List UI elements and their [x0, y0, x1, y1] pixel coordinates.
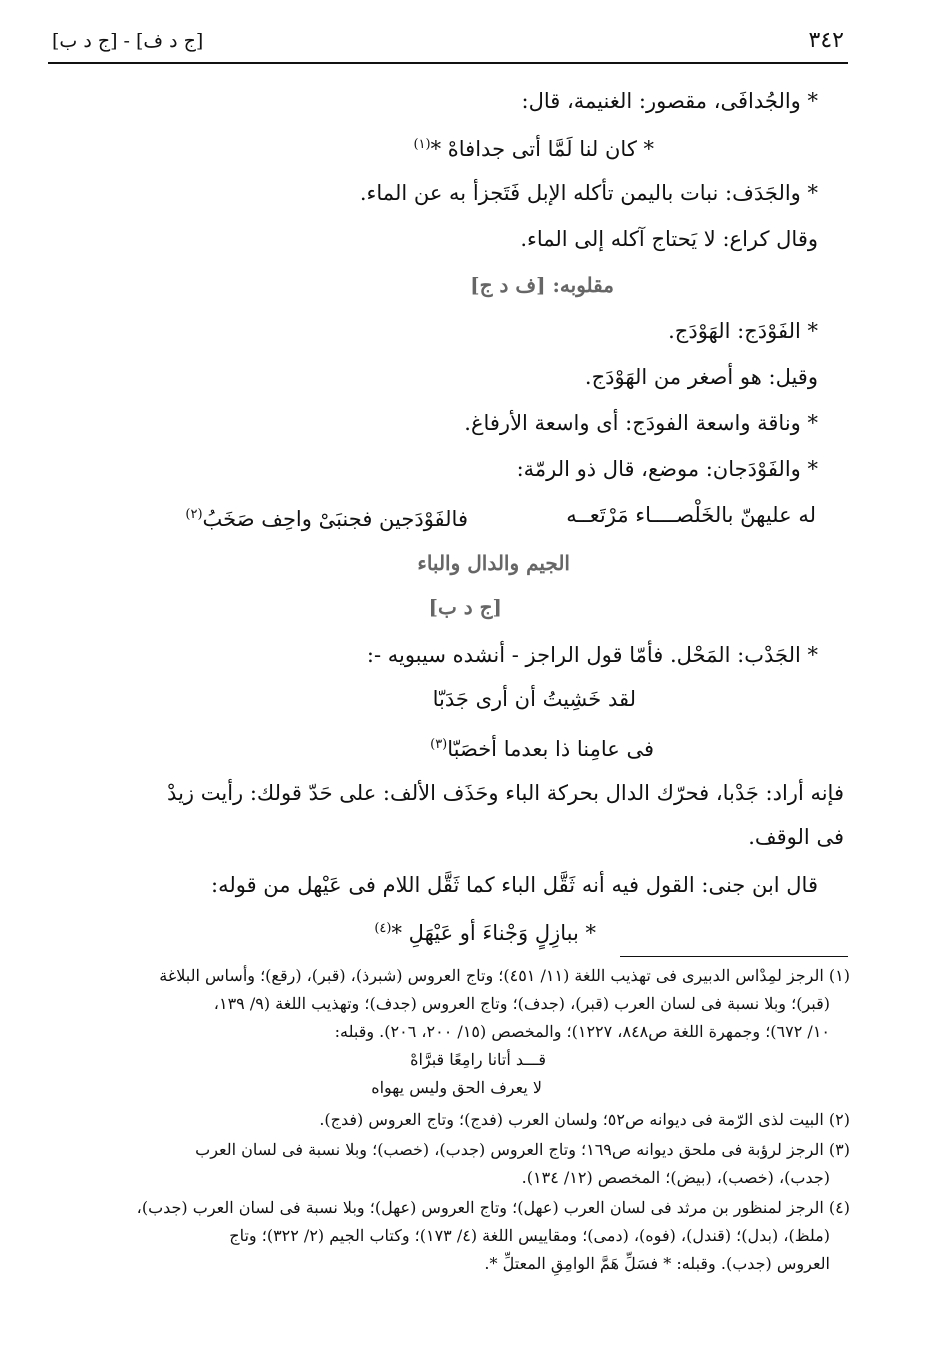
footnote-separator: [620, 956, 848, 957]
footnote-4-line-1: (٤) الرجز لمنظور بن مرثد فى لسان العرب (عهل)؛ وتاج العروس (عهل)؛ وبلا نسبة فى لسان العرب (جدب)،: [136, 1198, 850, 1217]
explanation: فإنه أراد: جَدْبا، فحرّك الدال بحركة الباء وحَذَف الألف: على حَدّ قولك: رأيت زيدْ: [167, 781, 844, 805]
entry-judafa: * والجُدافَى، مقصور: الغنيمة، قال:: [521, 89, 818, 113]
footnote-ref-2: (٢): [185, 507, 203, 522]
verse-text: فى عامِنا ذا بعدما أخصَبّا: [447, 737, 654, 761]
footnote-ref-4: (٤): [374, 921, 392, 936]
subheading-maqlub: مقلوبه: [ف د ج]: [470, 273, 614, 297]
section-heading: الجيم والدال والباء: [417, 551, 570, 575]
footnote-1-line-2: (قبر)؛ وبلا نسبة فى لسان العرب (قبر)، (جدف)؛ وتاج العروس (جدف)؛ وتهذيب اللغة (٩/ ١٣٩،: [213, 994, 830, 1013]
footnote-ref-1: (١): [413, 137, 431, 152]
ibn-jinni-quote: قال ابن جنى: القول فيه أنه ثَقَّل الباء كما ثَقَّل اللام فى عَيْهل من قوله:: [211, 873, 818, 897]
footnote-3-line-2: (جدب)، (خصب)، (بيض)؛ المخصص (١٢/ ١٣٤).: [521, 1168, 830, 1187]
rajaz-line-2: [430, 730, 654, 764]
running-head: [ج د ف] - [ج د ب]: [52, 30, 204, 52]
footnote-2: (٢) البيت لذى الرّمة فى ديوانه ص٥٢؛ ولسان العرب (فدج)؛ وتاج العروس (فدج).: [319, 1110, 850, 1129]
page-header: [48, 26, 848, 64]
root-heading: [ج د ب]: [428, 595, 502, 619]
verse-hemistich-left: [185, 500, 468, 534]
qil-statement: وقيل: هو أصغر من الهَوْدَج.: [584, 365, 818, 389]
entry-fawdajan: * والفَوْدَجان: موضع، قال ذو الرمّة:: [516, 457, 818, 481]
footnote-1-line-1: (١) الرجز لمِدْاس الدبيرى فى تهذيب اللغة (١١/ ٤٥١)؛ وتاج العروس (شبرذ)، (قبر)، (رقع)؛ وأساس البلاغة: [159, 966, 850, 985]
footnote-1-line-3: ١٠/ ٦٧٢)؛ وجمهرة اللغة ص٨٤٨، ١٢٢٧)؛ والمخصص (١٥/ ٢٠٠، ٢٠٦). وقبله:: [334, 1022, 830, 1041]
kura-quote: وقال كراع: لا يَحتاج آكله إلى الماء.: [520, 227, 818, 251]
footnote-ref-3: (٣): [430, 737, 448, 752]
entry-naqa: * وناقة واسعة الفودَج: أى واسعة الأرفاغ.: [464, 411, 818, 435]
verse-bazil: [374, 914, 596, 948]
entry-jadb: * الجَدْب: المَحْل. فأمّا قول الراجز - أنشده سيبويه -:: [366, 643, 818, 667]
verse-hemistich-right: له عليهنّ بالخَلْصــــاء مَرْتَعــه: [566, 503, 816, 527]
footnote-1-verse-2: لا يعرف الحق وليس يهواه: [371, 1078, 542, 1097]
footnote-1-verse-1: قـــد أتانا رامِعًا قبرَّاهْ: [410, 1050, 546, 1069]
verse-judafah: [413, 130, 654, 164]
verse-text: * ببازِلٍ وَجْناءَ أو عَيْهَلِ *: [391, 921, 596, 945]
explanation-cont: فى الوقف.: [748, 825, 844, 849]
footnote-4-line-3: العروس (جدب). وقبله: * فسَلِّ هَمَّ الوامِقِ المعتلِّ *.: [484, 1254, 830, 1273]
entry-jadaf: * والجَدَف: نبات باليمن تأكله الإبل فَتَجزأ به عن الماء.: [359, 181, 818, 205]
rajaz-line-1: لقد خَشِيتُ أن أرى جَدَبّا: [432, 687, 636, 711]
entry-fawdaj: * الفَوْدَج: الهَوْدَج.: [668, 319, 818, 343]
verse-text: * كان لنا لَمَّا أتى جدافاهْ *: [430, 137, 654, 161]
verse-text: فالفَوْدَجين فجنبَىْ واحِف صَخَبُ: [202, 507, 468, 531]
footnote-4-line-2: (ملظ)، (بدل)؛ (قندل)، (فوه)، (دمى)؛ ومقاييس اللغة (٤/ ١٧٣)؛ وكتاب الجيم (٢/ ٣٢٢)؛ وتاج: [229, 1226, 830, 1245]
page-number: ٣٤٢: [808, 28, 844, 53]
footnote-3-line-1: (٣) الرجز لرؤبة فى ملحق ديوانه ص١٦٩؛ وتاج العروس (جدب)، (خصب)؛ وبلا نسبة فى لسان العرب: [195, 1140, 850, 1159]
